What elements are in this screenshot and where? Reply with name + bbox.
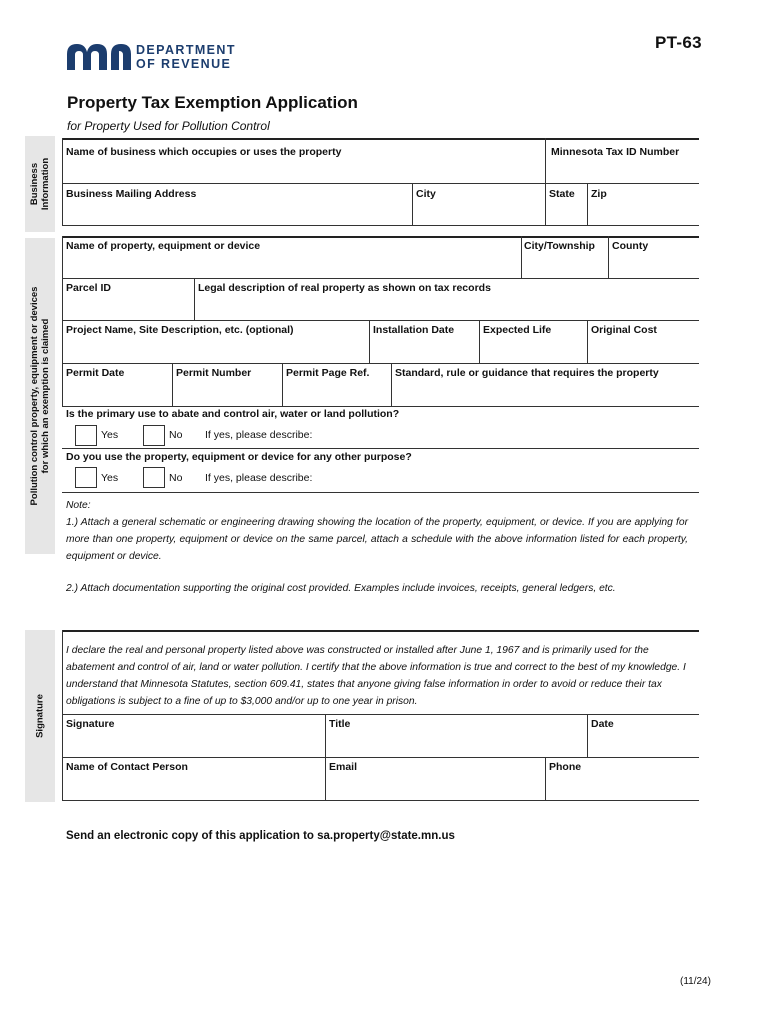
divider xyxy=(391,363,392,406)
divider xyxy=(587,714,588,757)
field-label-permit-page-ref: Permit Page Ref. xyxy=(286,367,370,379)
divider xyxy=(325,757,326,800)
rule-3 xyxy=(62,236,699,238)
section-tab-business-line1: Business xyxy=(29,162,40,206)
field-label-zip: Zip xyxy=(591,188,607,200)
page-title: Property Tax Exemption Application xyxy=(67,93,358,112)
logo-line-2: OF REVENUE xyxy=(136,57,232,71)
rule-9 xyxy=(62,492,699,493)
question-primary-use: Is the primary use to abate and control air, water or land pollution? xyxy=(66,408,400,420)
rule-2 xyxy=(62,225,699,226)
divider xyxy=(479,320,480,363)
divider xyxy=(62,236,63,406)
form-code: PT-63 xyxy=(655,33,702,52)
logo-line-1: DEPARTMENT xyxy=(136,43,236,57)
note-2: 2.) Attach documentation supporting the original cost provided. Examples include invoices, receipts, general ledgers, etc. xyxy=(66,583,616,594)
divider xyxy=(282,363,283,406)
field-label-title: Title xyxy=(329,718,351,730)
section-tab-pollution-line1: Pollution control property, equipment or devices xyxy=(29,286,40,506)
field-label-email: Email xyxy=(329,761,358,773)
rule-10 xyxy=(62,630,699,632)
field-label-parcel-id: Parcel ID xyxy=(66,282,111,294)
divider xyxy=(545,183,546,225)
q2-describe-label: If yes, please describe: xyxy=(205,472,313,484)
field-label-phone: Phone xyxy=(549,761,582,773)
divider xyxy=(194,278,195,320)
rule-top xyxy=(62,138,699,140)
section-tab-signature-label: Signature xyxy=(34,694,46,738)
q2-yes-checkbox[interactable] xyxy=(75,467,97,488)
field-label-contact-person: Name of Contact Person xyxy=(66,761,188,773)
field-label-permit-number: Permit Number xyxy=(176,367,252,379)
q1-yes-label: Yes xyxy=(101,429,119,441)
divider xyxy=(587,183,588,225)
note-heading: Note: xyxy=(66,500,91,511)
field-label-business-name: Name of business which occupies or uses the property xyxy=(66,146,342,158)
section-tab-signature xyxy=(25,630,55,802)
rule-13 xyxy=(62,800,699,801)
divider xyxy=(521,236,522,278)
rule-6 xyxy=(62,363,699,364)
q2-no-label: No xyxy=(169,472,183,484)
q1-no-checkbox[interactable] xyxy=(143,425,165,446)
section-tab-pollution xyxy=(25,238,55,554)
rule-5 xyxy=(62,320,699,321)
divider xyxy=(62,138,63,225)
field-label-permit-date: Permit Date xyxy=(66,367,125,379)
rule-1 xyxy=(62,183,699,184)
send-instruction: Send an electronic copy of this application to sa.property@state.mn.us xyxy=(66,830,455,842)
note-1: 1.) Attach a general schematic or engineering drawing showing the location of the property, equipment, or device. If you are applying for more than one property, equipment or device on the same parcel, attach a schedule with the above information listed for each property, equipment or device. xyxy=(66,517,688,562)
field-label-expected-life: Expected Life xyxy=(483,324,552,336)
section-tab-business xyxy=(25,136,55,232)
field-label-county: County xyxy=(612,240,649,252)
field-label-city-township: City/Township xyxy=(524,240,595,252)
section-tab-business-line2: Information xyxy=(40,157,51,211)
rule-12 xyxy=(62,757,699,758)
q1-describe-label: If yes, please describe: xyxy=(205,429,313,441)
divider xyxy=(369,320,370,363)
divider xyxy=(325,714,326,757)
rule-8 xyxy=(62,448,699,449)
question-other-purpose: Do you use the property, equipment or device for any other purpose? xyxy=(66,451,412,463)
field-label-city: City xyxy=(416,188,436,200)
rule-11 xyxy=(62,714,699,715)
field-label-mailing-address: Business Mailing Address xyxy=(66,188,197,200)
q2-yes-label: Yes xyxy=(101,472,119,484)
field-label-project-name: Project Name, Site Description, etc. (optional) xyxy=(66,324,294,336)
revision-date: (11/24) xyxy=(680,976,711,987)
divider xyxy=(587,320,588,363)
field-label-signature: Signature xyxy=(66,718,115,730)
field-label-legal-description: Legal description of real property as shown on tax records xyxy=(198,282,491,294)
divider xyxy=(545,757,546,800)
field-label-standard-rule: Standard, rule or guidance that requires the property xyxy=(395,367,659,379)
field-label-original-cost: Original Cost xyxy=(591,324,657,336)
field-label-state: State xyxy=(549,188,575,200)
divider xyxy=(172,363,173,406)
divider xyxy=(545,138,546,183)
page-subtitle: for Property Used for Pollution Control xyxy=(67,119,270,133)
field-label-date: Date xyxy=(591,718,614,730)
rule-4 xyxy=(62,278,699,279)
logo-text xyxy=(136,43,236,71)
divider xyxy=(62,630,63,800)
divider xyxy=(412,183,413,225)
field-label-tax-id: Minnesota Tax ID Number xyxy=(551,146,680,158)
q1-no-label: No xyxy=(169,429,183,441)
field-label-installation-date: Installation Date xyxy=(373,324,455,336)
q1-yes-checkbox[interactable] xyxy=(75,425,97,446)
field-label-property-name: Name of property, equipment or device xyxy=(66,240,261,252)
rule-7 xyxy=(62,406,699,407)
divider xyxy=(608,236,609,278)
declaration-text: I declare the real and personal property listed above was constructed or installed after June 1, 1967 and is primarily used for the abatement and control of air, land or water pollution. I certify that the above information is true and correct to the best of my knowledge. I understand that Minnesota Statutes, section 609.41, states that anyone giving false information in order to avoid or reduce their tax obligations is subject to a fine of up to $3,000 and/or up to one year in prison. xyxy=(66,645,686,707)
q2-no-checkbox[interactable] xyxy=(143,467,165,488)
section-tab-pollution-line2: for which an exemption is claimed xyxy=(40,318,51,474)
